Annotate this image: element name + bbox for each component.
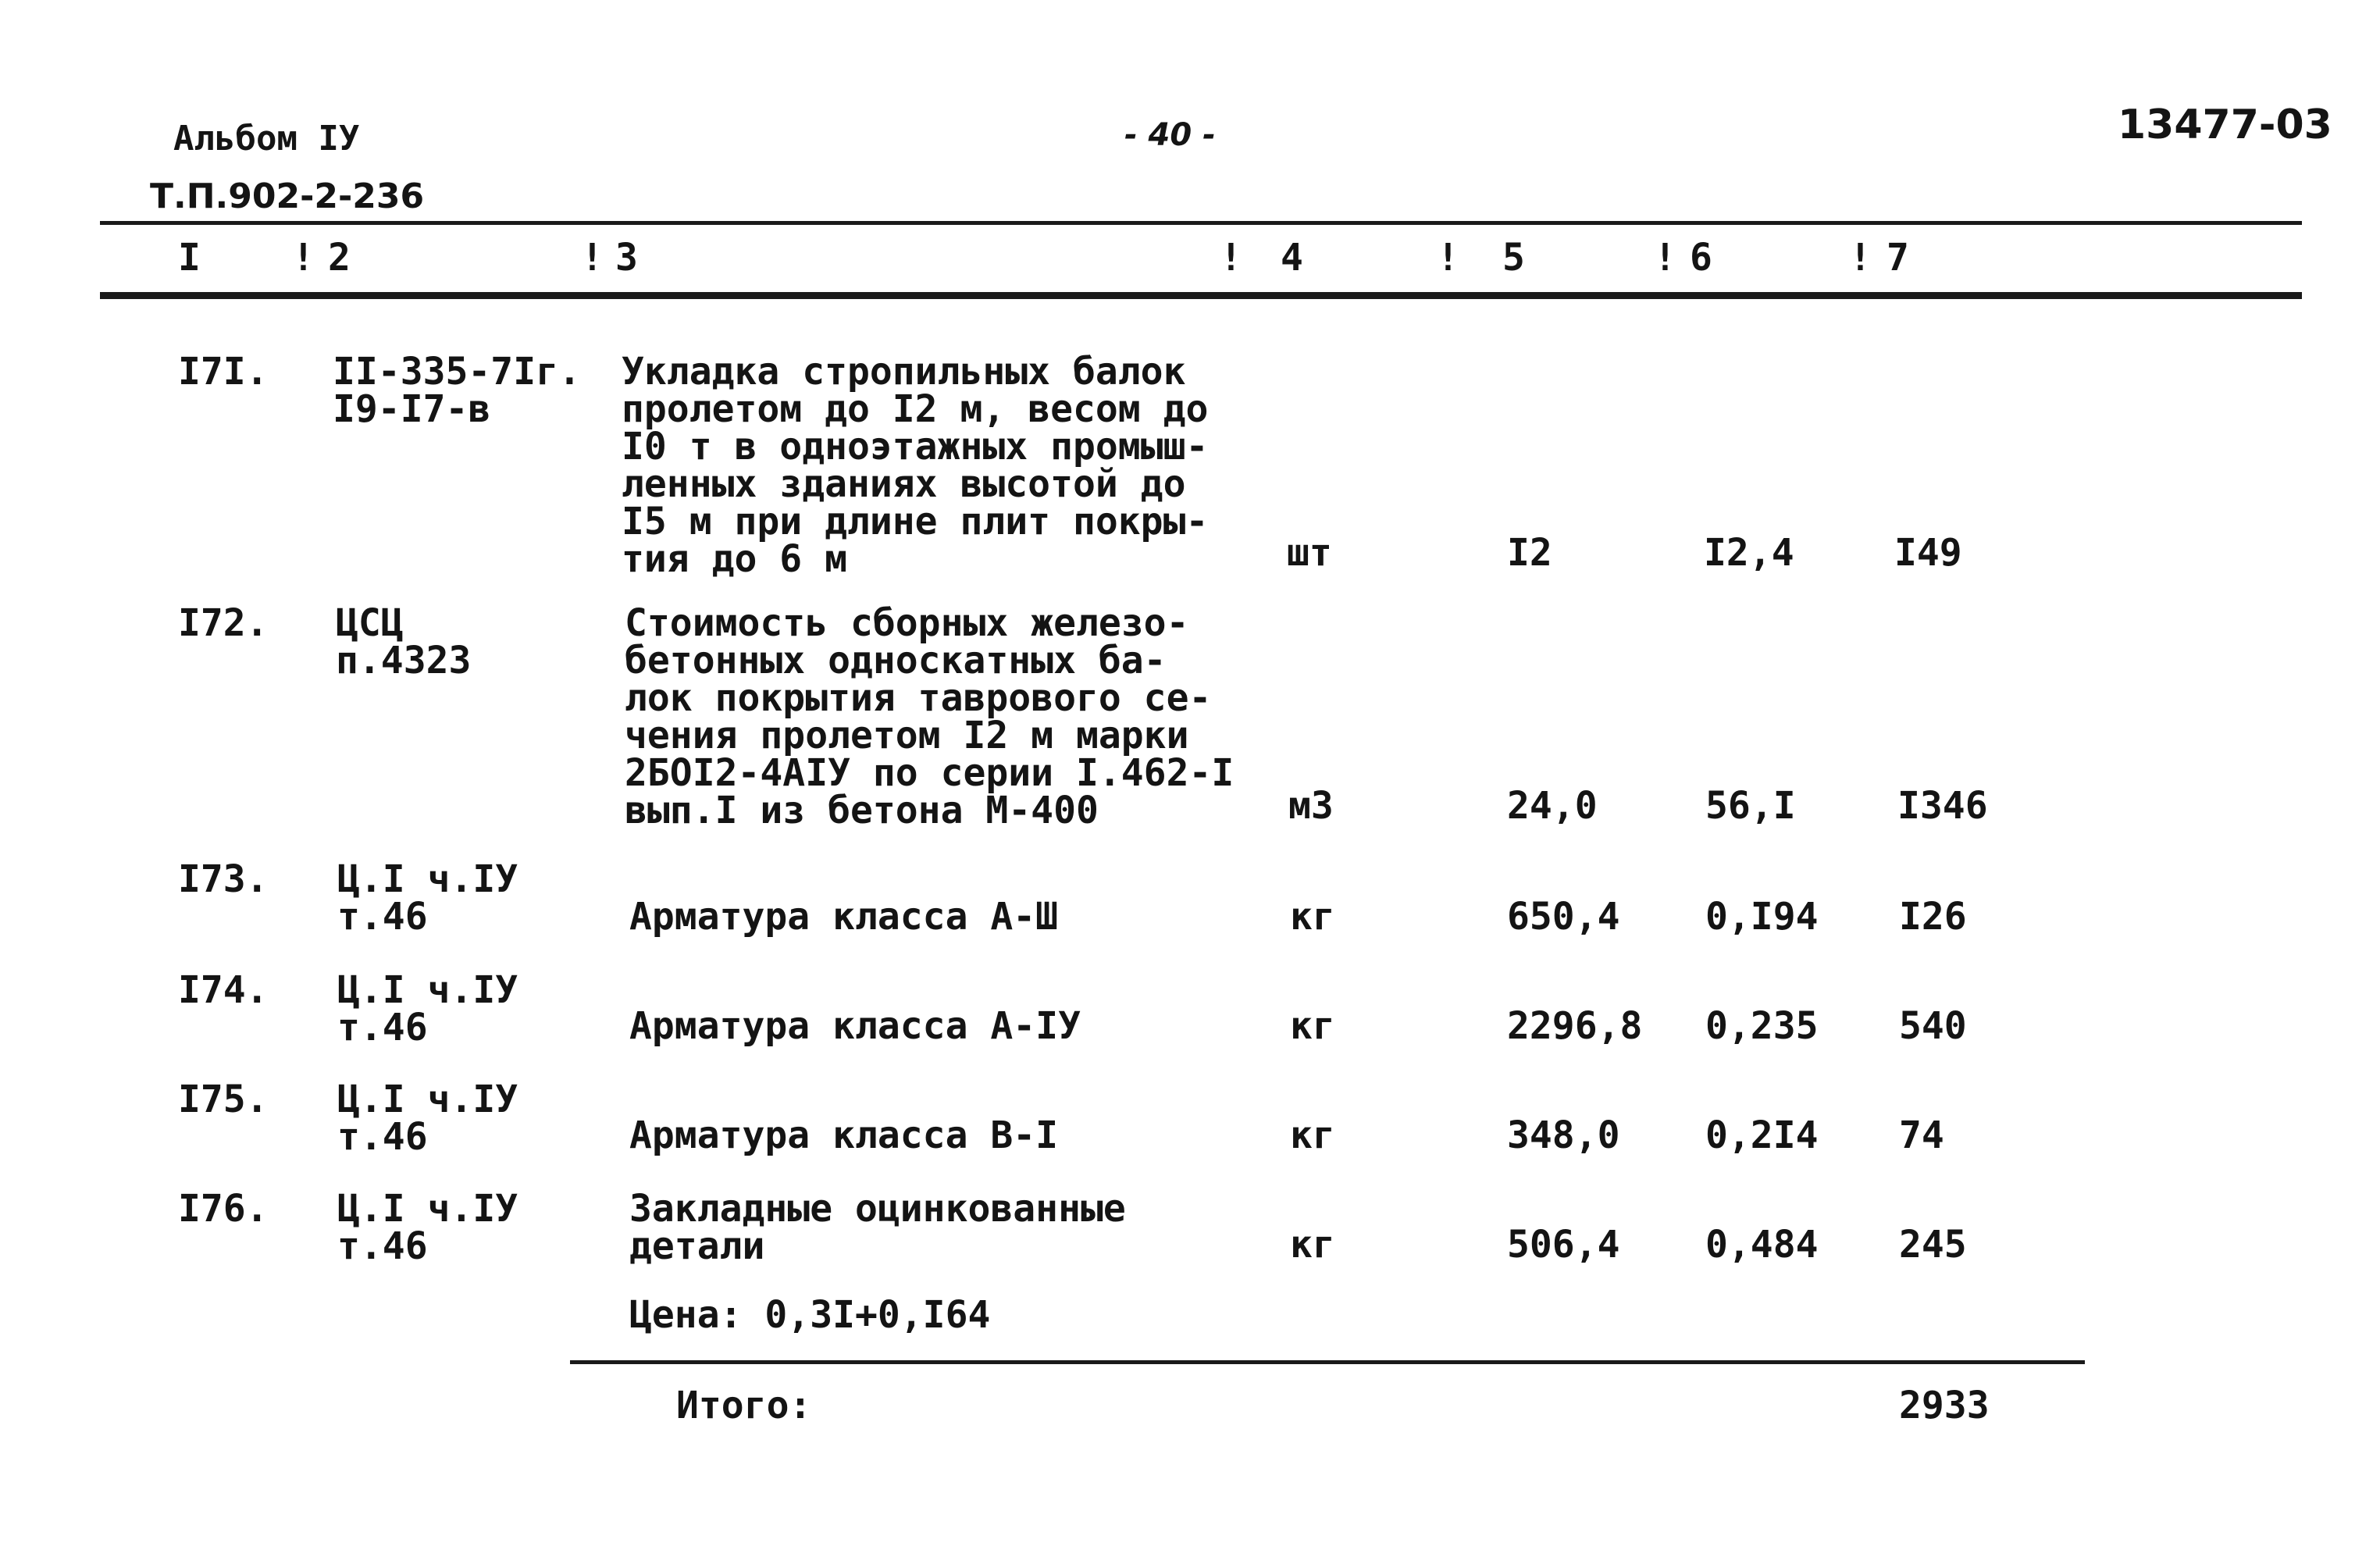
column-divider: ! bbox=[1654, 236, 1676, 280]
row-total: 74 bbox=[1899, 1114, 1944, 1157]
column-divider: ! bbox=[292, 236, 315, 280]
description-line: лок покрытия таврового се- bbox=[625, 676, 1212, 720]
reference-line: т.46 bbox=[337, 895, 428, 939]
reference-line: Ц.I ч.IУ bbox=[337, 1187, 518, 1231]
column-divider: ! bbox=[1220, 236, 1242, 280]
row-total: I26 bbox=[1899, 895, 1967, 939]
description-line: I0 т в одноэтажных промыш- bbox=[622, 425, 1209, 469]
description-line: Стоимость сборных железо- bbox=[625, 601, 1189, 645]
row-quantity: 348,0 bbox=[1507, 1114, 1620, 1157]
row-quantity: 2296,8 bbox=[1507, 1004, 1643, 1048]
column-header-5: 5 bbox=[1502, 236, 1525, 280]
row-total: 540 bbox=[1899, 1004, 1967, 1048]
column-header-1: I bbox=[178, 236, 201, 280]
total-rule bbox=[570, 1360, 2085, 1364]
row-unit: кг bbox=[1290, 1223, 1335, 1267]
row-unit: кг bbox=[1290, 895, 1335, 939]
row-quantity: 24,0 bbox=[1507, 784, 1598, 828]
row-reference bbox=[337, 1078, 518, 1159]
row-total: I49 bbox=[1894, 531, 1962, 575]
row-number: I73. bbox=[178, 857, 269, 901]
column-header-3: 3 bbox=[615, 236, 638, 280]
description-line: Укладка стропильных балок bbox=[622, 350, 1186, 394]
project-code: Т.П.902-2-236 bbox=[150, 176, 425, 216]
reference-line: т.46 bbox=[337, 1006, 428, 1049]
row-price: 0,484 bbox=[1705, 1223, 1819, 1267]
column-header-7: 7 bbox=[1887, 236, 1909, 280]
row-reference bbox=[337, 968, 518, 1049]
reference-line: I9-I7-в bbox=[333, 387, 491, 431]
total-value: 2933 bbox=[1899, 1384, 1990, 1427]
row-quantity: 506,4 bbox=[1507, 1223, 1620, 1267]
row-description bbox=[625, 601, 1235, 832]
row-description bbox=[629, 1187, 1126, 1268]
row-number: I74. bbox=[178, 968, 269, 1012]
reference-line: п.4323 bbox=[336, 639, 472, 682]
reference-line: т.46 bbox=[337, 1115, 428, 1159]
row-price: I2,4 bbox=[1704, 531, 1794, 575]
description-line: 2БОI2-4АIУ по серии I.462-I bbox=[625, 751, 1235, 795]
row-unit: кг bbox=[1290, 1004, 1335, 1048]
page-number: - 40 - bbox=[1124, 117, 1216, 153]
row-total: 245 bbox=[1899, 1223, 1967, 1267]
row-price: 56,I bbox=[1705, 784, 1796, 828]
album-label: Альбом IУ bbox=[173, 119, 360, 159]
document-code: 13477-03 bbox=[2118, 102, 2332, 148]
column-divider: ! bbox=[581, 236, 604, 280]
description-line: I5 м при длине плит покры- bbox=[622, 500, 1209, 543]
column-divider: ! bbox=[1437, 236, 1459, 280]
row-reference bbox=[337, 857, 518, 939]
description-line: ленных зданиях высотой до bbox=[622, 462, 1186, 506]
reference-line: т.46 bbox=[337, 1224, 428, 1268]
column-header-6: 6 bbox=[1690, 236, 1712, 280]
reference-line: II-335-7Iг. bbox=[333, 350, 581, 394]
row-description: Арматура класса А-IУ bbox=[629, 1004, 1081, 1048]
row-description: Арматура класса А-Ш bbox=[629, 895, 1059, 939]
row-unit: кг bbox=[1290, 1114, 1335, 1157]
row-total: I346 bbox=[1897, 784, 1988, 828]
column-divider: ! bbox=[1849, 236, 1872, 280]
reference-line: Ц.I ч.IУ bbox=[337, 857, 518, 901]
row-number: I72. bbox=[178, 601, 269, 645]
price-note: Цена: 0,3I+0,I64 bbox=[629, 1293, 991, 1337]
description-line: тия до 6 м bbox=[622, 537, 847, 581]
row-price: 0,2I4 bbox=[1705, 1114, 1819, 1157]
column-header-2: 2 bbox=[328, 236, 351, 280]
row-number: I76. bbox=[178, 1187, 269, 1231]
row-unit: шт bbox=[1287, 531, 1332, 575]
row-price: 0,235 bbox=[1705, 1004, 1819, 1048]
row-description: Арматура класса В-I bbox=[629, 1114, 1059, 1157]
header-top-rule bbox=[100, 221, 2302, 225]
description-line: Закладные оцинкованные bbox=[629, 1187, 1126, 1231]
description-line: чения пролетом I2 м марки bbox=[625, 714, 1189, 757]
reference-line: ЦСЦ bbox=[336, 601, 404, 645]
description-line: бетонных односкатных ба- bbox=[625, 639, 1167, 682]
description-line: вып.I из бетона М-400 bbox=[625, 789, 1099, 832]
row-reference bbox=[336, 601, 472, 682]
total-label: Итого: bbox=[676, 1384, 812, 1427]
row-quantity: I2 bbox=[1507, 531, 1552, 575]
header-bottom-rule bbox=[100, 292, 2302, 299]
row-reference bbox=[337, 1187, 518, 1268]
row-price: 0,I94 bbox=[1705, 895, 1819, 939]
column-header-4: 4 bbox=[1281, 236, 1303, 280]
row-number: I7I. bbox=[178, 350, 269, 394]
reference-line: Ц.I ч.IУ bbox=[337, 968, 518, 1012]
row-unit: м3 bbox=[1288, 784, 1334, 828]
row-description bbox=[622, 350, 1209, 581]
row-reference bbox=[333, 350, 581, 431]
reference-line: Ц.I ч.IУ bbox=[337, 1078, 518, 1121]
description-line: детали bbox=[629, 1224, 765, 1268]
description-line: пролетом до I2 м, весом до bbox=[622, 387, 1209, 431]
row-number: I75. bbox=[178, 1078, 269, 1121]
row-quantity: 650,4 bbox=[1507, 895, 1620, 939]
